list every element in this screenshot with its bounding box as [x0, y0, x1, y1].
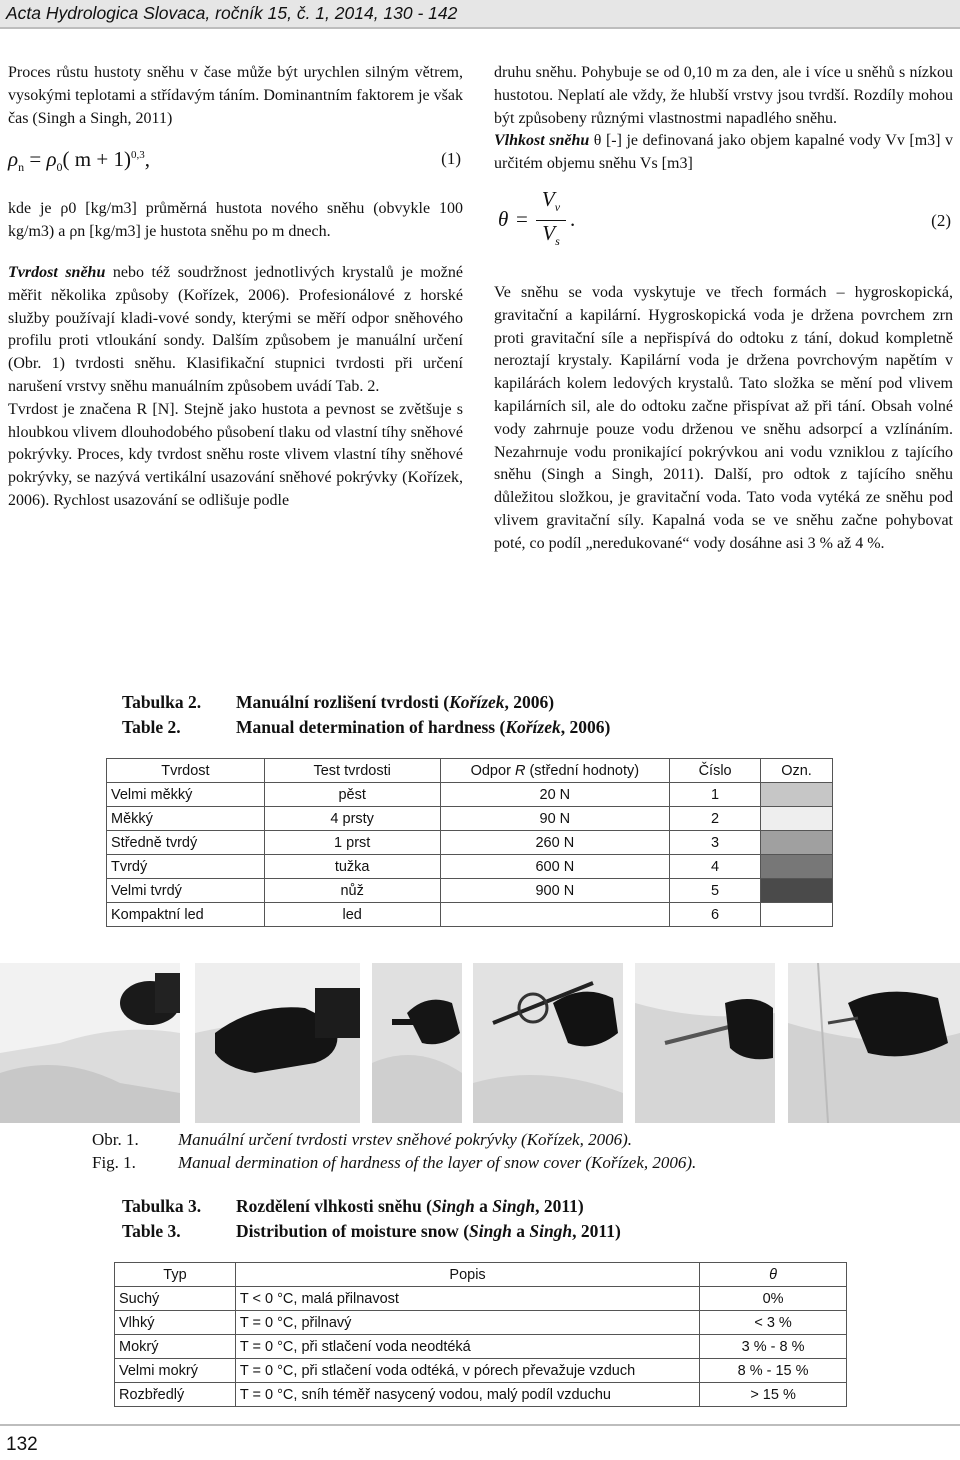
cell: > 15 %: [700, 1383, 847, 1407]
col-header: Typ: [115, 1263, 236, 1287]
equation-1-number: (1): [441, 149, 461, 169]
col-header: Popis: [235, 1263, 699, 1287]
right-paragraph-2: Vlhkost sněhu θ [-] je definovaná jako objem kapalné vody Vv [m3] v určitém objemu sněhu Vs [m3]: [494, 132, 953, 173]
table-row: [107, 855, 833, 879]
cell: 260 N: [440, 831, 670, 855]
right-column: [494, 62, 953, 556]
col-header: Číslo: [670, 759, 761, 783]
equation-2-dot: .: [570, 206, 576, 231]
cell: T = 0 °C, při stlačení voda neodtéká: [235, 1335, 699, 1359]
cell: Mokrý: [115, 1335, 236, 1359]
cell: Suchý: [115, 1287, 236, 1311]
col-header: θ: [700, 1263, 847, 1287]
hardness-swatch: [761, 783, 833, 807]
left-paragraph-1: Proces růstu hustoty sněhu v čase může být urychlen silným větrem, vysokými teplotami a střídavým táním. Dominantním faktorem je však čas (Singh a Singh, 2011): [8, 64, 463, 127]
cell: 1 prst: [264, 831, 440, 855]
table-row: [115, 1335, 847, 1359]
hardness-swatch: [761, 831, 833, 855]
col-header: Test tvrdosti: [264, 759, 440, 783]
left-paragraph-3: Tvrdost sněhu nebo též soudržnost jednotlivých krystalů je možné měřit několika způsoby (Kořízek, 2006). Profesionálové z horské služby používají kladi-vové sondy, kterými se měří odpor sněhového profilu proti vtloukání sondy. Dalším způsobem je manuální určení (Obr. 1) tvrdosti sněhu. Klasifikační stupnici tvrdosti při určení narušení vrstvy sněhu manuálním způsobem uvádí Tab. 2.: [8, 263, 464, 395]
hardness-swatch: [761, 903, 833, 927]
cell: 4 prsty: [264, 807, 440, 831]
cell: 4: [670, 855, 761, 879]
left-paragraph-4: Tvrdost je značena R [N]. Stejně jako hustota a pevnost se zvětšuje s hloubkou vlivem dlouhodobého působení tlaku od vlastní tíhy sněhové pokrývky. Proces, kdy tvrdost sněhu roste vlivem vlastní tíhy sněhové pokrývky, se nazývá vertikální usazování sněhové pokrývky (Kořízek, 2006). Rychlost usazování se odlišuje podle: [8, 400, 463, 509]
cell: T = 0 °C, sníh téměř nasycený vodou, malý podíl vzduchu: [235, 1383, 699, 1407]
equation-1-body: $\rho_n = \rho_0$( m + 1)$^{0,3}$,: [8, 147, 150, 175]
photo-one-finger: [372, 963, 462, 1123]
page-footer: [0, 1424, 960, 1460]
table-2-caption: Tabulka 2. Manuální rozlišení tvrdosti (Kořízek, 2006) Table 2. Manual determination of hardness (Kořízek, 2006): [122, 692, 611, 737]
photo-four-fingers: [195, 963, 360, 1123]
cell: Velmi měkký: [107, 783, 265, 807]
cell: Vlhký: [115, 1311, 236, 1335]
journal-title: Acta Hydrologica Slovaca, ročník 15, č. 1, 2014, 130 - 142: [6, 3, 458, 23]
table-row: [115, 1359, 847, 1383]
cell: led: [264, 903, 440, 927]
table-row: [115, 1311, 847, 1335]
cell: 900 N: [440, 879, 670, 903]
page-header: [0, 0, 960, 27]
equation-2-theta: θ: [498, 206, 509, 231]
table-row: [107, 783, 833, 807]
right-paragraph-3: Ve sněhu se voda vyskytuje ve třech formách – hygroskopická, gravitační a kapilární. Hygroskopická voda je držena povrchem zrn proti gravitační síle a nepřispívá do odtoku z tání, dokud kompletně neroztají krystaly. Kapilární voda je držena povrchovým napětím v kapilárách kolem ledových krystalů. Tato složka se mění pod vlivem kapilárních sil, ale do odtoku začne přispívat až při tání. Obsah volné vody zahrnuje pouze vodu drženou ve sněhu adsorpcí a vzlínáním. Nezahrnuje vodu pronikající pokrývkou ani vodu vzniklou z tajícího sněhu (Singh a Singh, 2011). Další, pro odtok z tajícího sněhu důležitou složkou, je gravitační voda. Tato voda vytéká ze sněhu pod vlivem gravitační síly. Kapalná voda se ve sněhu začne pohybovat poté, co podíl „neredukované“ vody dosáhne asi 3 % až 4 %.: [494, 283, 953, 552]
cell: Kompaktní led: [107, 903, 265, 927]
cell: Velmi mokrý: [115, 1359, 236, 1383]
photo-pencil: [473, 963, 623, 1123]
cell: nůž: [264, 879, 440, 903]
equation-2-equals: =: [516, 206, 528, 231]
cell: < 3 %: [700, 1311, 847, 1335]
hardness-table: [106, 758, 833, 927]
cell: 1: [670, 783, 761, 807]
table-row: [107, 903, 833, 927]
left-paragraph-2: kde je ρ0 [kg/m3] průměrná hustota nového sněhu (obvykle 100 kg/m3) a ρn [kg/m3] je hustota sněhu po m dnech.: [8, 200, 463, 241]
photo-fist: [0, 963, 180, 1123]
cell: 3: [670, 831, 761, 855]
cell: 0%: [700, 1287, 847, 1311]
cell: 600 N: [440, 855, 670, 879]
equation-2-fraction: $V_v$ $V_s$: [536, 188, 566, 253]
cell: 20 N: [440, 783, 670, 807]
right-paragraph-1: druhu sněhu. Pohybuje se od 0,10 m za den, ale i více u sněhů s nízkou hustotou. Neplatí ale vždy, že hlubší vrstvy jsou tvrdší. Rozdíly mohou být způsobeny různými vlastnostmi napadlého sněhu.: [494, 64, 953, 127]
equation-1: [8, 130, 463, 186]
cell: T = 0 °C, přilnavý: [235, 1311, 699, 1335]
table-row: [107, 879, 833, 903]
cell: 3 % - 8 %: [700, 1335, 847, 1359]
cell: pěst: [264, 783, 440, 807]
table-header-row: [107, 759, 833, 783]
cell: tužka: [264, 855, 440, 879]
cell: 6: [670, 903, 761, 927]
table-3-caption: Tabulka 3. Rozdělení vlhkosti sněhu (Singh a Singh, 2011) Table 3. Distribution of moisture snow (Singh a Singh, 2011): [122, 1196, 621, 1241]
cell: 5: [670, 879, 761, 903]
table-row: [115, 1383, 847, 1407]
cell: Měkký: [107, 807, 265, 831]
cell: Tvrdý: [107, 855, 265, 879]
col-header: Ozn.: [761, 759, 833, 783]
footer-rule: [0, 1424, 960, 1426]
cell: 8 % - 15 %: [700, 1359, 847, 1383]
cell: Středně tvrdý: [107, 831, 265, 855]
photo-knife: [635, 963, 775, 1123]
cell: T < 0 °C, malá přilnavost: [235, 1287, 699, 1311]
equation-2: [494, 188, 953, 260]
cell: [440, 903, 670, 927]
hardness-swatch: [761, 855, 833, 879]
left-column: [8, 62, 463, 513]
table-header-row: [115, 1263, 847, 1287]
table-row: [107, 831, 833, 855]
hardness-swatch: [761, 807, 833, 831]
moisture-table: [114, 1262, 847, 1407]
photo-ice: [788, 963, 960, 1123]
equation-2-number: (2): [931, 210, 951, 230]
cell: Rozbředlý: [115, 1383, 236, 1407]
figure-1-photos: [0, 963, 960, 1123]
table-row: [115, 1287, 847, 1311]
page-number: 132: [6, 1434, 38, 1455]
cell: Velmi tvrdý: [107, 879, 265, 903]
table-row: [107, 807, 833, 831]
col-header: Odpor R (střední hodnoty): [440, 759, 670, 783]
figure-1-caption: Obr. 1. Manuální určení tvrdosti vrstev sněhové pokrývky (Kořízek, 2006). Fig. 1. Manual dermination of hardness of the layer of snow cover (Kořízek, 2006).: [92, 1130, 697, 1172]
hardness-swatch: [761, 879, 833, 903]
cell: 2: [670, 807, 761, 831]
col-header: Tvrdost: [107, 759, 265, 783]
cell: 90 N: [440, 807, 670, 831]
header-rule: [0, 27, 960, 29]
cell: T = 0 °C, při stlačení voda odtéká, v pórech převažuje vzduch: [235, 1359, 699, 1383]
